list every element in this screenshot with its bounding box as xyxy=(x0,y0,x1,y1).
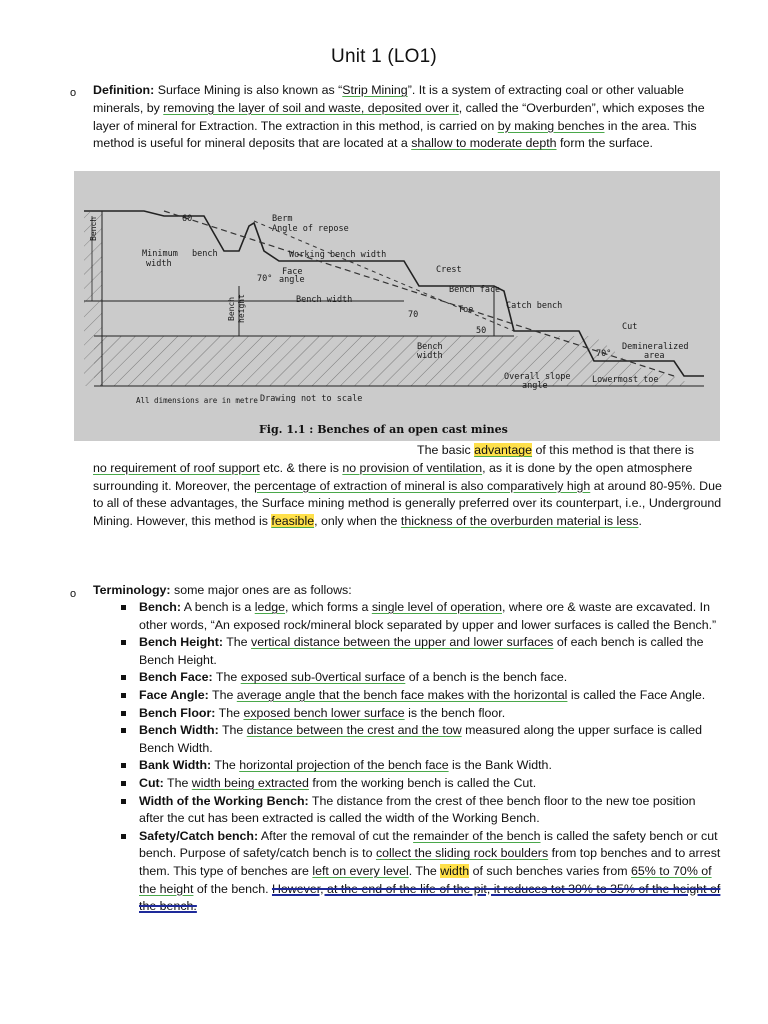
terminology-list xyxy=(118,599,723,916)
definition-label: Definition: xyxy=(93,83,155,97)
label-cut: Cut xyxy=(622,322,638,332)
label-angle-repose: Angle of repose xyxy=(272,224,349,234)
square-bullet xyxy=(121,728,126,733)
label-toe: Toe xyxy=(458,305,474,315)
label-demineralized: Demineralized xyxy=(622,342,689,352)
label-70b: 70 xyxy=(408,310,419,320)
label-bench-2: Bench xyxy=(417,342,443,352)
label-face: Face xyxy=(282,267,303,277)
list-item: Face Angle: The average angle that the bench face makes with the horizontal is called the Face Angle. xyxy=(118,687,723,705)
label-area: area xyxy=(644,351,665,361)
label-catch-bench: Catch bench xyxy=(506,301,563,311)
page-title: Unit 1 (LO1) xyxy=(331,46,437,67)
strip-mining-underline: Strip Mining xyxy=(342,83,408,97)
highlight-feasible: feasible xyxy=(271,514,315,529)
label-70c: 70° xyxy=(596,349,612,359)
label-50: 50 xyxy=(476,326,487,336)
list-item: Width of the Working Bench: The distance from the crest of thee bench floor to the new toe position after the cut has been extracted is called the width of the Working Bench. xyxy=(118,793,723,828)
label-angle: angle xyxy=(279,275,305,285)
label-70a: 70° xyxy=(257,274,273,284)
label-bench: bench xyxy=(192,249,218,259)
label-bench-face: Bench face xyxy=(449,285,501,295)
list-item: Bench Width: The distance between the crest and the tow measured along the upper surface is called Bench Width. xyxy=(118,722,723,757)
label-bench-vert: Bench xyxy=(227,296,236,321)
list-item: Bank Width: The horizontal projection of the bench face is the Bank Width. xyxy=(118,757,723,775)
label-dimensions-note: All dimensions are in metre xyxy=(136,396,258,405)
list-item: Bench: A bench is a ledge, which forms a single level of operation, where ore & waste are excavated. In other words, “An exposed rock/mineral block separated by upper and lower surfaces is called the Bench.” xyxy=(118,599,723,634)
label-overall-slope: Overall slope xyxy=(504,372,571,382)
label-60: 60 xyxy=(182,214,193,224)
square-bullet xyxy=(121,640,126,645)
list-item: Bench Face: The exposed sub-0vertical surface of a bench is the bench face. xyxy=(118,669,723,687)
square-bullet xyxy=(121,781,126,786)
list-item: Bench Floor: The exposed bench lower surface is the bench floor. xyxy=(118,705,723,723)
bullet-circle: o xyxy=(70,87,77,99)
square-bullet xyxy=(121,763,126,768)
bullet-circle: o xyxy=(70,588,77,600)
label-width-2: width xyxy=(417,351,443,361)
strikethrough-text: However, at the end of the life of the pit, it reduces tot 30% to 35% of the height of the bench. xyxy=(139,881,721,914)
label-lowermost-toe: Lowermost toe xyxy=(592,375,659,385)
square-bullet xyxy=(121,605,126,610)
label-minimum: Minimum xyxy=(142,249,178,259)
advantage-paragraph: The basic advantage of this method is that there is no requirement of roof support etc. & there is no provision of ventilation, as it is done by the open atmosphere surrounding it. Moreover, the percentage of extraction of mineral is also comparatively high at around 80-95%. Due to all of these advantages, the Surface mining method is generally preferred over its counterpart, i.e., Underground Mining. However, this method is feasible, only when the thickness of the overburden material is less. xyxy=(93,443,722,529)
square-bullet xyxy=(121,799,126,804)
square-bullet xyxy=(121,711,126,716)
label-crest: Crest xyxy=(436,265,462,275)
label-height-vert: height xyxy=(237,294,246,323)
list-item: Safety/Catch bench: After the removal of cut the remainder of the bench is called the safety bench or cut bench. Purpose of safety/catch bench is to collect the sliding rock boulders from top benches and to arrest them. This type of benches are left on every level. The width of such benches varies from 65% to 70% of the height of the bench. However, at the end of the life of the pit, it reduces tot 30% to 35% of the height of the bench. xyxy=(118,828,723,916)
square-bullet xyxy=(121,693,126,698)
list-item: Cut: The width being extracted from the working bench is called the Cut. xyxy=(118,775,723,793)
label-drawing-note: Drawing not to scale xyxy=(260,394,363,404)
bench-diagram xyxy=(74,171,720,441)
square-bullet xyxy=(121,675,126,680)
label-bench-width: Bench width xyxy=(296,295,353,305)
label-bench-height-left: Bench xyxy=(89,216,98,241)
label-width: width xyxy=(146,259,172,269)
label-angle-2: angle xyxy=(522,381,548,391)
label-working-bench-width: Working bench width xyxy=(289,250,387,260)
highlight-advantage: advantage xyxy=(474,443,533,457)
definition-paragraph: Definition: Surface Mining is also known as “Strip Mining”. It is a system of extracting coal or other valuable minerals, by removing the layer of soil and waste, deposited over it, called the “Overburden”, which exposes the layer of mineral for Extraction. The extraction in this method, is carried on by making benches in the area. This method is useful for mineral deposits that are located at a shallow to moderate depth form the surface. xyxy=(93,83,705,151)
square-bullet xyxy=(121,834,126,839)
label-berm: Berm xyxy=(272,214,293,224)
terminology-heading: Terminology: some major ones are as follows: xyxy=(93,583,352,597)
bench-diagram-figure xyxy=(74,171,720,441)
highlight-width: width xyxy=(440,863,470,878)
figure-caption: Fig. 1.1 : Benches of an open cast mines xyxy=(259,423,508,436)
list-item: Bench Height: The vertical distance between the upper and lower surfaces of each bench is called the Bench Height. xyxy=(118,634,723,669)
